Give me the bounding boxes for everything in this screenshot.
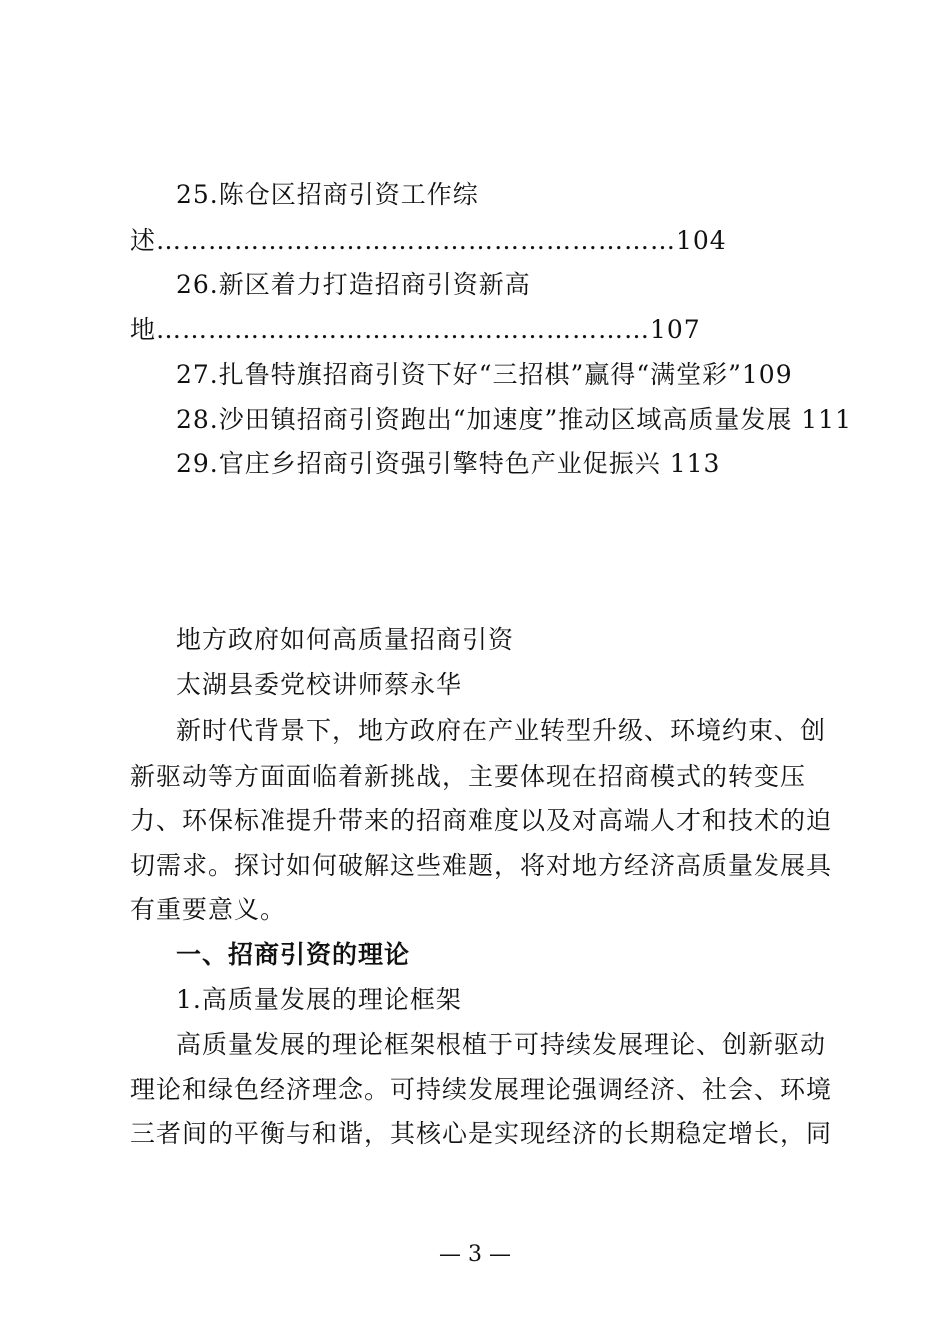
intro-line-3: 力、环保标准提升带来的招商难度以及对高端人才和技术的迫 xyxy=(130,806,833,835)
body-line-1: 高质量发展的理论框架根植于可持续发展理论、创新驱动 xyxy=(176,1030,827,1059)
toc-item-26-title: 26.新区着力打造招商引资新高 xyxy=(176,270,531,299)
toc-item-26-leader: 地…………………………………………………107 xyxy=(130,315,701,344)
intro-line-5: 有重要意义。 xyxy=(130,895,287,924)
intro-line-4: 切需求。探讨如何破解这些难题，将对地方经济高质量发展具 xyxy=(130,851,833,880)
section-heading-1: 一、招商引资的理论 xyxy=(176,940,411,969)
toc-item-25-title: 25.陈仓区招商引资工作综 xyxy=(176,180,479,209)
page-number: — 3 — xyxy=(439,1242,511,1267)
toc-item-28: 28.沙田镇招商引资跑出“加速度”推动区域高质量发展 111 xyxy=(176,405,852,434)
article-title: 地方政府如何高质量招商引资 xyxy=(176,625,515,654)
toc-item-29: 29.官庄乡招商引资强引擎特色产业促振兴 113 xyxy=(176,449,721,478)
toc-item-25-leader: 述……………………………………………………104 xyxy=(130,226,727,255)
intro-line-1: 新时代背景下，地方政府在产业转型升级、环境约束、创 xyxy=(176,716,827,745)
intro-line-2: 新驱动等方面面临着新挑战，主要体现在招商模式的转变压 xyxy=(130,762,807,791)
article-author: 太湖县委党校讲师蔡永华 xyxy=(176,670,463,699)
toc-item-27: 27.扎鲁特旗招商引资下好“三招棋”赢得“满堂彩”109 xyxy=(176,360,793,389)
subsection-heading-1: 1.高质量发展的理论框架 xyxy=(176,985,462,1014)
body-line-3: 三者间的平衡与和谐，其核心是实现经济的长期稳定增长，同 xyxy=(130,1119,833,1148)
body-line-2: 理论和绿色经济理念。可持续发展理论强调经济、社会、环境 xyxy=(130,1075,833,1104)
